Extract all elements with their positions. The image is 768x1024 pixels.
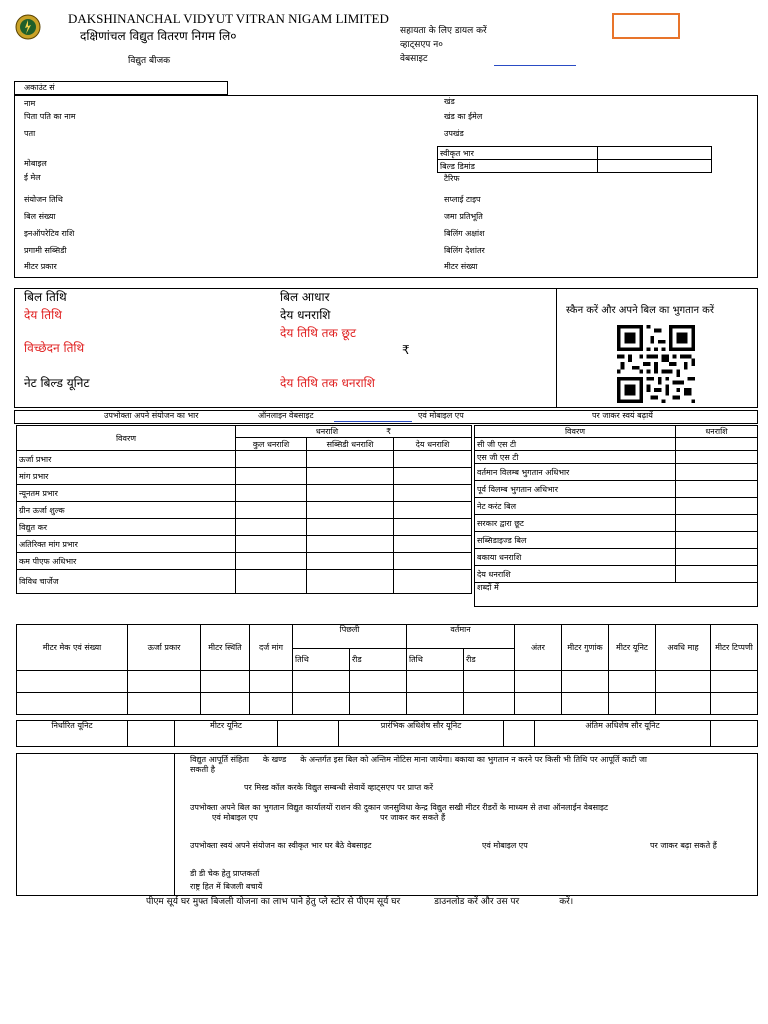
charges-header-amount-label: धनराशि: [315, 427, 339, 436]
initial-surplus-solar-label: प्रारंभिक अधिशेष सौर यूनिट: [339, 721, 504, 747]
summary-header-detail: विवरण: [475, 426, 676, 438]
notice-3b: एवं मोबाइल एप: [212, 813, 258, 822]
charges-header-amount: [236, 426, 472, 438]
charge-energy: ऊर्जा प्रभार: [17, 451, 236, 468]
customer-box: [14, 95, 758, 278]
row-current-lpsc: वर्तमान विलम्ब भुगतान अधिभार: [475, 464, 676, 481]
previous-read-header: रीड: [350, 649, 407, 671]
energy-type-header: ऊर्जा प्रकार: [128, 625, 201, 671]
current-reading-header: वर्तमान: [407, 625, 515, 649]
load-line-d: पर जाकर स्वयं बढ़ायें: [592, 411, 653, 420]
orange-box: [612, 13, 680, 39]
bill-basis-label: बिल आधार: [280, 290, 330, 304]
rebate-label: देय तिथि तक छूट: [280, 326, 357, 340]
billed-demand-value: [598, 160, 712, 173]
assessed-units-label: निर्धारित यूनिट: [17, 721, 128, 747]
charge-excess-demand: अतिरिक्त मांग प्रभार: [17, 536, 236, 553]
billed-demand-label: बिल्ड डिमांड: [438, 160, 598, 173]
load-table: [437, 146, 712, 173]
row-cgst: सी जी एस टी: [475, 438, 676, 451]
row-in-words: शब्दों में: [475, 583, 758, 607]
meter-make-header: मीटर मेक एवं संख्या: [17, 625, 128, 671]
charge-minimum: न्यूनतम प्रभार: [17, 485, 236, 502]
recorded-demand-header: दर्ज मांग: [250, 625, 293, 671]
mobile-label: मोबाइल: [24, 159, 47, 168]
notice-line1: [190, 755, 750, 765]
row-previous-lpsc: पूर्व विलम्ब भुगतान अधिभार: [475, 481, 676, 498]
tariff-label: टैरिफ: [444, 174, 460, 183]
notice-4a: उपभोक्ता स्वयं अपने संयोजन का स्वीकृत भार घर बैठे वेबसाइट: [190, 841, 372, 850]
meter-number-label: मीटर संख्या: [444, 262, 478, 271]
notice-1d: सकती है: [190, 765, 215, 774]
row-govt-rebate: सरकार द्वारा छूट: [475, 515, 676, 532]
meter-units-label: मीटर यूनिट: [175, 721, 278, 747]
due-date-label: देय तिथि: [24, 308, 62, 322]
supply-type-label: सप्लाई टाइप: [444, 195, 481, 204]
row-subsidized-bill: सब्सिडाइज्ड बिल: [475, 532, 676, 549]
final-surplus-solar-label: अंतिम अधिशेष सौर यूनिट: [535, 721, 711, 747]
name-label: नाम: [24, 99, 36, 108]
load-line-c: एवं मोबाइल एप: [418, 411, 464, 420]
company-name-en: DAKSHINANCHAL VIDYUT VITRAN NIGAM LIMITED: [68, 11, 389, 26]
notice-1b: के खण्ड: [262, 755, 287, 764]
row-sgst: एस जी एस टी: [475, 451, 676, 464]
charge-low-pf: कम पीएफ अधिभार: [17, 553, 236, 570]
charges-header-rupee: ₹: [386, 427, 392, 436]
charge-demand: मांग प्रभार: [17, 468, 236, 485]
qr-code[interactable]: [615, 325, 697, 403]
notice-5: डी डी चेक हेतु प्राप्तकर्ता: [190, 869, 260, 878]
amount-by-due-date-label: देय तिथि तक धनराशि: [280, 376, 375, 390]
footer-line: [146, 896, 573, 908]
footer-c: करें।: [559, 897, 574, 907]
difference-header: अंतर: [515, 625, 562, 671]
summary-header-amount: धनराशि: [676, 426, 758, 438]
meter-type-label: मीटर प्रकार: [24, 262, 57, 271]
bill-title: विद्युत बीजक: [128, 56, 171, 66]
disconnection-date-label: विच्छेदन तिथि: [24, 341, 85, 355]
load-line-b: ऑनलाइन वेबसाइट: [258, 411, 314, 420]
net-billed-units-label: नेट बिल्ड यूनिट: [24, 376, 90, 390]
row-payable: देय धनराशि: [475, 566, 676, 583]
due-amount-label: देय धनराशि: [280, 308, 331, 322]
bill-date-label: बिल तिथि: [24, 290, 67, 304]
notice-3c: पर जाकर कर सकते हैं: [380, 813, 446, 822]
charge-misc: विविध चार्जेज: [17, 570, 236, 594]
header-subsidy-amount: सब्सिडी धनराशि: [307, 438, 394, 451]
footer-b: डाउनलोड करें और उस पर: [434, 897, 520, 907]
connection-date-label: संयोजन तिथि: [24, 195, 63, 204]
notice-4c: पर जाकर बढ़ा सकते हैं: [650, 841, 717, 850]
load-line-link[interactable]: [334, 421, 412, 422]
website-link[interactable]: [494, 65, 576, 66]
email-label: ई मेल: [24, 173, 41, 182]
whatsapp-label: व्हाट्सएप न०: [400, 40, 443, 50]
division-email-label: खंड का ईमेल: [444, 112, 483, 121]
previous-date-header: तिथि: [293, 649, 350, 671]
meter-units-header: मीटर यूनिट: [609, 625, 656, 671]
row-arrears: बकाया धनराशि: [475, 549, 676, 566]
header-due-amount: देय धनराशि: [394, 438, 472, 451]
father-name-label: पिता पति का नाम: [24, 112, 76, 121]
billing-latitude-label: बिलिंग अक्षांश: [444, 229, 485, 238]
bill-number-label: बिल संख्या: [24, 212, 56, 221]
scan-to-pay-text: स्कैन करें और अपने बिल का भुगतान करें: [566, 305, 714, 316]
charges-header-detail: विवरण: [17, 426, 236, 451]
notice-1c: के अन्तर्गत इस बिल को अन्तिम नोटिस माना जायेगा। बकाया का भुगतान न करने पर किसी भी तिथि पर आपूर्ति काटी जा: [300, 755, 647, 764]
address-label: पता: [24, 129, 36, 138]
notice-6: राष्ट्र हित में बिजली बचायें: [190, 882, 263, 891]
notice-divider: [174, 753, 175, 896]
load-line-a: उपभोक्ता अपने संयोजन का भार: [104, 411, 199, 420]
division-label: खंड: [444, 97, 455, 106]
row-net-current-bill: नेट करंट बिल: [475, 498, 676, 515]
meter-remark-header: मीटर टिप्पणी: [711, 625, 758, 671]
meter-status-header: मीटर स्थिति: [201, 625, 250, 671]
notice-3a: उपभोक्ता अपने बिल का भुगतान विद्युत कार्यालयों राशन की दुकान जनसुविधा केन्द्र विद्युत सखी मीटर रीडरों के माध्यम से तथा ऑनलाईन वेबसाइट: [190, 803, 609, 812]
solar-units-table: [16, 720, 758, 747]
website-label: वेबसाइट: [400, 54, 428, 64]
meter-table: [16, 624, 758, 715]
subdivision-label: उपखंड: [444, 129, 464, 138]
company-name-hi: दक्षिणांचल विद्युत वितरण निगम लि०: [80, 29, 237, 43]
billing-longitude-label: बिलिंग देशांतर: [444, 246, 485, 255]
bill-summary-table: [474, 425, 758, 607]
previous-reading-header: पिछली: [293, 625, 407, 649]
inoperative-amount-label: इनऑपरेटिव राशि: [24, 229, 75, 238]
progressive-subsidy-label: प्रगामी सब्सिडी: [24, 246, 67, 255]
meter-multiplier-header: मीटर गुणांक: [562, 625, 609, 671]
notice-1a: विद्युत आपूर्ति संहिता: [190, 755, 249, 764]
helpline-label: सहायता के लिए डायल करें: [400, 26, 487, 36]
company-logo: [15, 12, 41, 42]
header-total-amount: कुल धनराशि: [236, 438, 307, 451]
charge-electricity-duty: विद्युत कर: [17, 519, 236, 536]
sanctioned-load-label: स्वीकृत भार: [438, 147, 598, 160]
rupee-symbol: ₹: [402, 343, 410, 357]
account-no-label: अकाउंट सं: [24, 83, 55, 92]
charge-green-energy: ग्रीन ऊर्जा शुल्क: [17, 502, 236, 519]
notice-box: [16, 753, 758, 896]
current-read-header: रीड: [464, 649, 515, 671]
sanctioned-load-value: [598, 147, 712, 160]
charges-table: [16, 425, 472, 594]
notice-4b: एवं मोबाइल एप: [482, 841, 528, 850]
current-date-header: तिथि: [407, 649, 464, 671]
security-deposit-label: जमा प्रतिभूति: [444, 212, 483, 221]
notice-line2: पर मिस्ड कॉल करके विद्युत सम्बन्धी सेवायें व्हाट्सएप पर प्राप्त करें: [244, 783, 434, 792]
period-months-header: अवधि माह: [656, 625, 711, 671]
summary-divider: [556, 288, 557, 408]
footer-a: पीएम सूर्य घर मुफ्त बिजली योजना का लाभ पाने हेतु प्ले स्टोर से पीएम सूर्य घर: [146, 897, 401, 907]
